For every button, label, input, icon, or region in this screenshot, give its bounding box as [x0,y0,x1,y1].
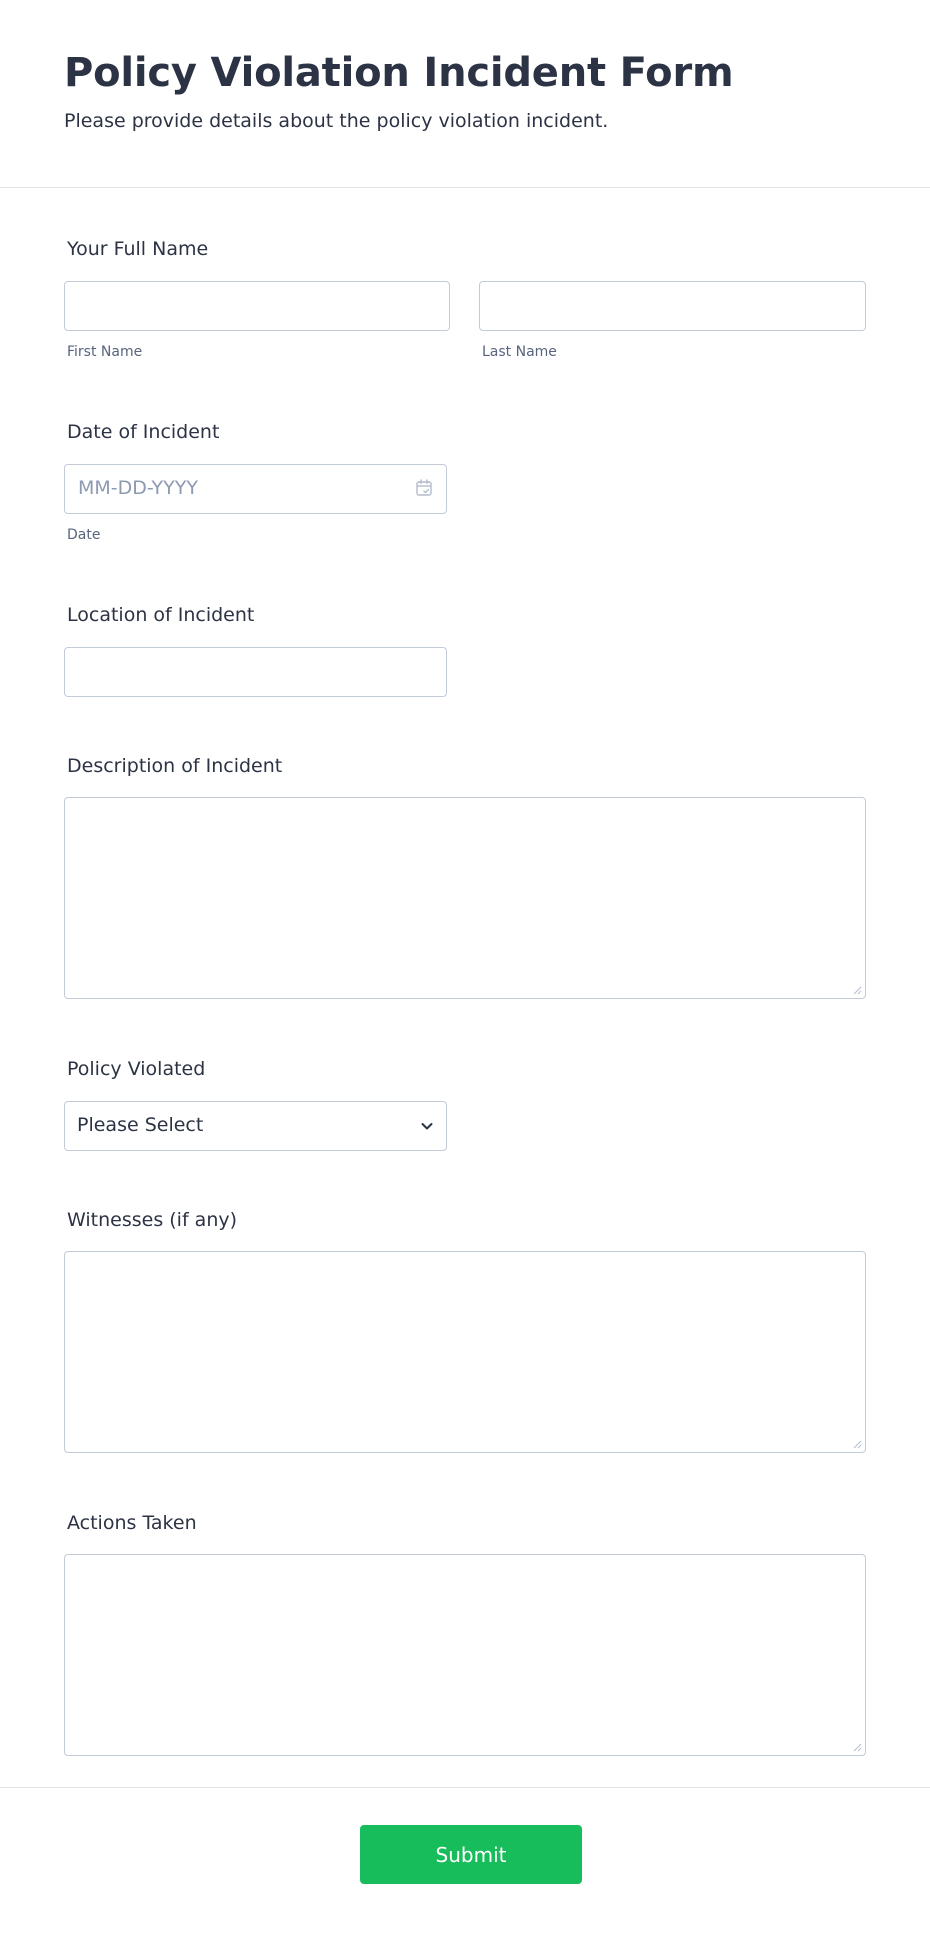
form-header [0,0,930,188]
location-input[interactable] [64,647,447,697]
date-placeholder: MM-DD-YYYY [78,477,198,499]
resize-handle-icon[interactable] [852,1439,862,1449]
last-name-input[interactable] [479,281,866,331]
actions-label: Actions Taken [67,1512,197,1534]
full-name-label: Your Full Name [67,238,209,260]
first-name-sublabel: First Name [67,344,143,360]
chevron-down-icon [420,1119,434,1133]
first-name-input[interactable] [64,281,450,331]
policy-label: Policy Violated [67,1058,206,1080]
resize-handle-icon[interactable] [852,1742,862,1752]
last-name-sublabel: Last Name [482,344,557,360]
calendar-icon[interactable] [415,479,433,497]
date-label: Date of Incident [67,421,220,443]
policy-selected-value: Please Select [77,1114,204,1136]
form-footer [0,1787,930,1933]
location-label: Location of Incident [67,604,255,626]
date-sublabel: Date [67,527,101,543]
witnesses-textarea[interactable] [64,1251,866,1453]
description-label: Description of Incident [67,755,283,777]
form-subtitle: Please provide details about the policy violation incident. [64,110,609,132]
submit-button[interactable]: Submit [360,1825,582,1884]
date-input[interactable] [64,464,447,514]
witnesses-label: Witnesses (if any) [67,1209,238,1231]
policy-select[interactable] [64,1101,447,1151]
description-textarea[interactable] [64,797,866,999]
form-title: Policy Violation Incident Form [64,50,734,96]
resize-handle-icon[interactable] [852,985,862,995]
actions-textarea[interactable] [64,1554,866,1756]
